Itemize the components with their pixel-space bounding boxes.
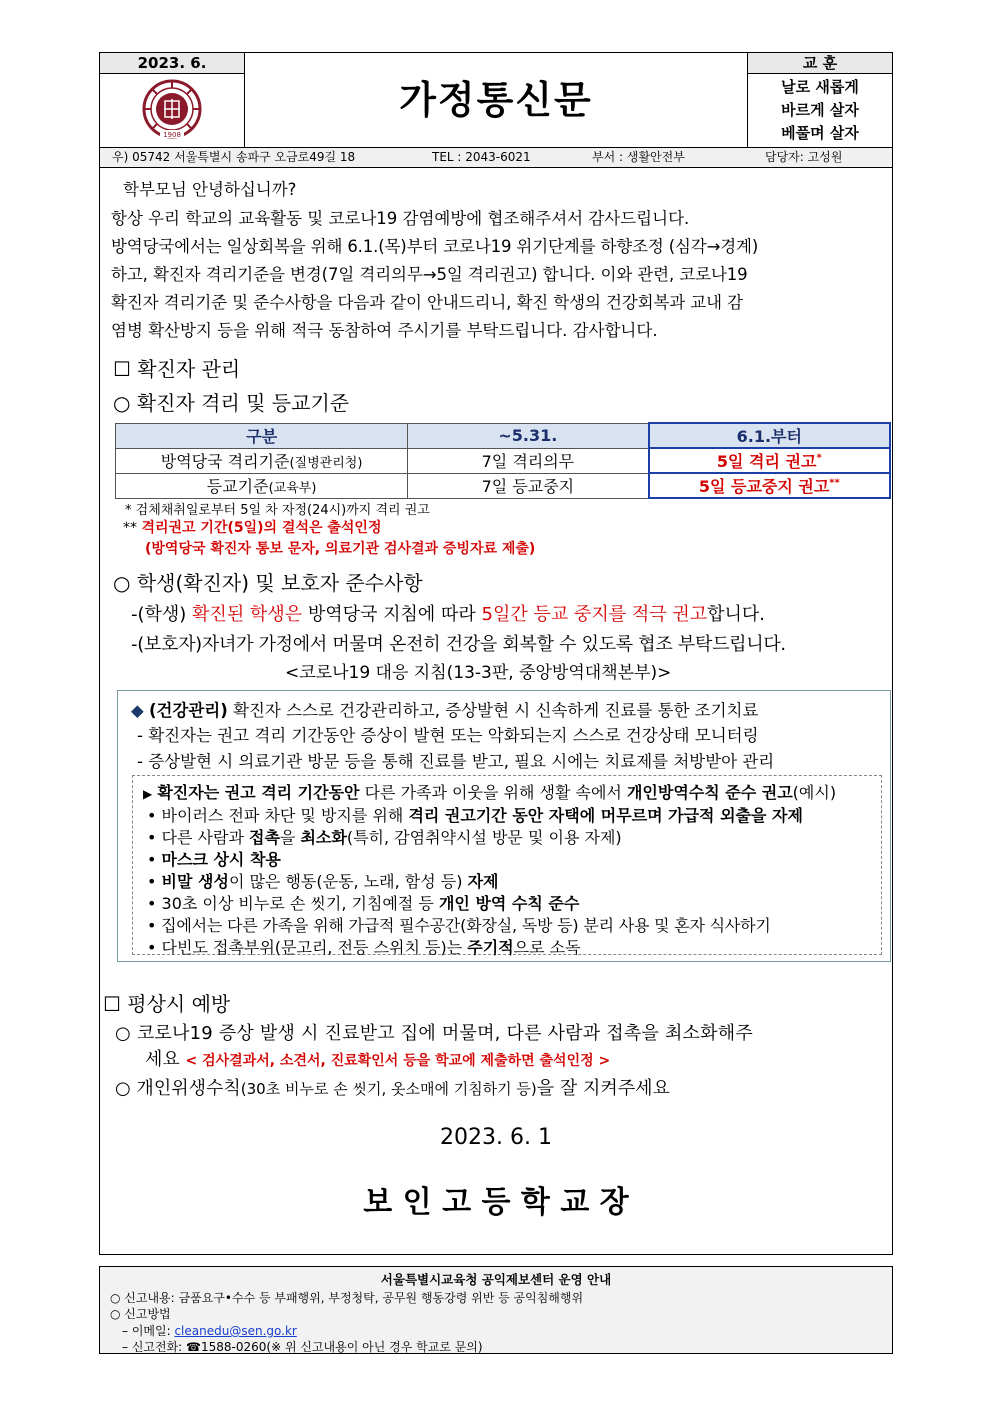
table-note-1: * 검체채취일로부터 5일 차 자정(24시)까지 격리 권고: [125, 503, 430, 518]
motto-line: 베풀며 살자: [781, 124, 859, 142]
triangle-icon: ▶: [143, 787, 153, 801]
school-tel: TEL : 2043-6021: [432, 150, 531, 164]
table-cell-after: 5일 등교중지 권고**: [649, 473, 890, 498]
guide-heading: ◆ (건강관리) 확진자 스스로 건강관리하고, 증상발현 시 신속하게 진료를 통한 조기치료: [131, 701, 759, 720]
guardian-rule: -(보호자)자녀가 가정에서 머물며 온전히 건강을 회복할 수 있도록 협조 부탁드립니다.: [131, 634, 786, 655]
student-rule: -(학생) 확진된 학생은 방역당국 지침에 따라 5일간 등교 중지를 적극 권고합니다.: [131, 604, 765, 625]
subsection-isolation-criteria: ○ 확진자 격리 및 등교기준: [113, 391, 350, 415]
table-cell-before: 7일 등교중지: [408, 473, 649, 498]
closing-date: 2023. 6. 1: [440, 1125, 552, 1150]
rule-item: • 다른 사람과 접촉을 최소화(특히, 감염취약시설 방문 및 이용 자제): [147, 828, 622, 847]
footer-line: ○ 신고방법: [110, 1307, 171, 1321]
school-address: 우) 05742 서울특별시 송파구 오금로49길 18: [112, 150, 356, 164]
table-row: [116, 473, 891, 498]
motto-line: 바르게 살자: [781, 101, 859, 119]
issue-date: 2023. 6.: [100, 53, 244, 74]
page-title: 가정통신문: [399, 78, 593, 122]
greeting: 학부모님 안녕하십니까?: [123, 180, 297, 199]
intro-line: 하고, 확진자 격리기준을 변경(7일 격리의무→5일 격리권고) 합니다. 이와 관련, 코로나19: [111, 265, 748, 284]
rule-item: • 다빈도 접촉부위(문고리, 전등 스위치 등)는 주기적으로 소독: [147, 938, 581, 957]
header-left-cell: [100, 53, 245, 147]
prevention-item-1: ○ 코로나19 증상 발생 시 진료받고 집에 머물며, 다른 사람과 접촉을 최소화해주: [115, 1023, 753, 1044]
table-row: [116, 448, 891, 473]
school-dept: 부서 : 생활안전부: [592, 150, 685, 164]
table-note-3: (방역당국 확진자 통보 문자, 의료기관 검사결과 증빙자료 제출): [145, 541, 536, 557]
intro-line: 염병 확산방지 등을 위해 적극 동참하여 주시기를 부탁드립니다. 감사합니다.: [111, 321, 658, 340]
table-header-cell: ~5.31.: [408, 423, 649, 448]
motto-lines: [748, 74, 892, 145]
footer-line: – 신고전화: ☎1588-0260(※ 위 신고내용이 아닌 경우 학교로 문의): [122, 1340, 483, 1354]
intro-line: 항상 우리 학교의 교육활동 및 코로나19 감염예방에 협조해주셔서 감사드립니다.: [111, 209, 690, 228]
table-cell-label: 방역당국 격리기준(질병관리청): [116, 448, 408, 473]
school-seal-icon: [142, 79, 202, 139]
contact-person: 담당자: 고성원: [765, 150, 843, 164]
rule-item: • 바이러스 전파 차단 및 방지를 위해 격리 권고기간 동안 자택에 머무르며 가급적 외출을 자제: [147, 806, 803, 825]
table-header-cell: 구분: [116, 423, 408, 448]
criteria-table: [115, 422, 891, 499]
email-link[interactable]: cleanedu@sen.go.kr: [174, 1324, 297, 1338]
diamond-icon: ◆: [131, 701, 144, 720]
table-cell-before: 7일 격리의무: [408, 448, 649, 473]
whistleblower-footer: [99, 1266, 893, 1354]
intro-line: 방역당국에서는 일상회복을 위해 6.1.(목)부터 코로나19 위기단계를 하향조정 (심각→경계): [111, 237, 759, 256]
letter-header: [99, 52, 893, 148]
section-title-prevention: ☐ 평상시 예방: [103, 992, 231, 1016]
seal-year: 1908: [163, 131, 181, 139]
table-cell-label: 등교기준(교육부): [116, 473, 408, 498]
principal-name: 보 인 고 등 학 교 장: [363, 1185, 629, 1220]
guide-dash-item: - 확진자는 권고 격리 기간동안 증상이 발현 또는 악화되는지 스스로 건강상태 모니터링: [137, 726, 759, 745]
table-note-2: ** 격리권고 기간(5일)의 결석은 출석인정: [123, 520, 382, 536]
guide-reference: <코로나19 대응 지침(13-3판, 중앙방역대책본부)>: [285, 663, 672, 683]
table-header-cell: 6.1.부터: [649, 423, 890, 448]
prevention-item-1-cont: 세요 < 검사결과서, 소견서, 진료확인서 등을 학교에 제출하면 출석인정 >: [145, 1049, 611, 1070]
motto-label: 교 훈: [748, 53, 892, 74]
guide-dash-item: - 증상발현 시 의료기관 방문 등을 통해 진료를 받고, 필요 시에는 치료제를 처방받아 관리: [137, 752, 775, 771]
footer-email-line: – 이메일: cleanedu@sen.go.kr: [122, 1324, 297, 1338]
footer-line: ○ 신고내용: 금품요구•수수 등 부패행위, 부정청탁, 공무원 행동강령 위반 등 공익침해행위: [110, 1291, 584, 1305]
rule-item: • 비말 생성이 많은 행동(운동, 노래, 함성 등) 자제: [147, 872, 499, 891]
footer-title: 서울특별시교육청 공익제보센터 운영 안내: [380, 1272, 612, 1287]
table-cell-after: 5일 격리 권고*: [649, 448, 890, 473]
motto-cell: [747, 53, 892, 147]
rule-item: • 마스크 상시 착용: [147, 850, 281, 869]
intro-line: 확진자 격리기준 및 준수사항을 다음과 같이 안내드리니, 확진 학생의 건강회복과 교내 감: [111, 293, 743, 312]
subsection-compliance: ○ 학생(확진자) 및 보호자 준수사항: [113, 571, 423, 595]
rule-item: • 집에서는 다른 가족을 위해 가급적 필수공간(화장실, 독방 등) 분리 사용 및 혼자 식사하기: [147, 916, 771, 935]
table-header-row: [116, 423, 891, 448]
rules-heading: ▶ 확진자는 권고 격리 기간동안 다른 가족과 이웃을 위해 생활 속에서 개인방역수칙 준수 권고(예시): [143, 783, 837, 802]
motto-line: 날로 새롭게: [781, 78, 859, 96]
rule-item: • 30초 이상 비누로 손 씻기, 기침예절 등 개인 방역 수칙 준수: [147, 894, 580, 913]
address-bar: [99, 148, 893, 168]
prevention-item-2: ○ 개인위생수칙(30초 비누로 손 씻기, 옷소매에 기침하기 등)을 잘 지켜주세요: [115, 1078, 670, 1099]
section-title-patient-management: ☐ 확진자 관리: [113, 357, 241, 381]
